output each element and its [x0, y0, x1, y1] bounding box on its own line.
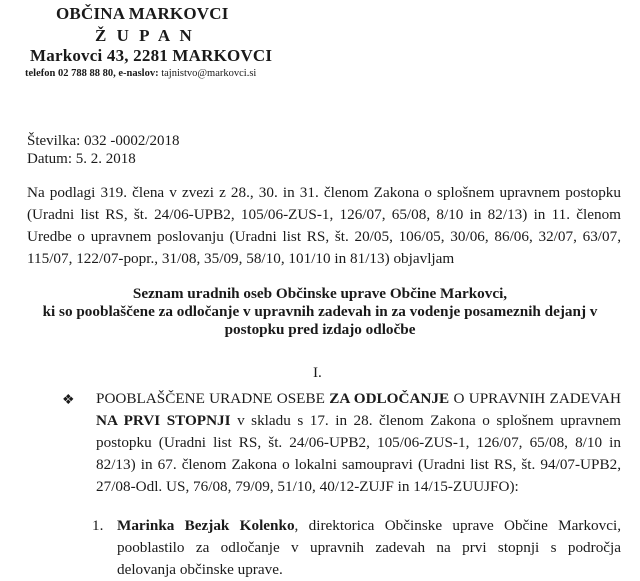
intro-line-2: (Uradni list RS, št. 24/06-UPB2, 105/06-ZUS-1, 126/07, 65/08, 8/10 in 82/13) in 11. členom — [27, 206, 621, 223]
contact-line — [25, 68, 256, 79]
list-item-text: , direktorica Občinske uprave Občine Markovci, — [294, 517, 621, 534]
section-text: O UPRAVNIH ZADEVAH — [449, 390, 621, 407]
document-number: Številka: 032 -0002/2018 — [27, 133, 180, 149]
office-title: Ž U P A N — [95, 26, 195, 45]
section-numeral: I. — [313, 364, 322, 381]
municipality-name: OBČINA MARKOVCI — [56, 4, 229, 23]
contact-phone: telefon 02 788 88 80, e-naslov: — [25, 68, 162, 79]
intro-line-4: 115/07, 122/07-popr., 31/08, 35/09, 58/10, 101/10 in 81/13) objavljam — [27, 250, 455, 267]
document-title-line-3: postopku pred izdajo odločbe — [224, 321, 416, 338]
section-line-5: 27/08-Odl. US, 76/08, 79/09, 51/10, 40/12-ZUJF in 14/15-ZUUJFO): — [96, 478, 519, 495]
list-item-line-3: delovanja občinske uprave. — [117, 561, 283, 578]
section-text: POOBLAŠČENE URADNE OSEBE — [96, 390, 330, 407]
list-item-line-1 — [117, 515, 621, 537]
list-item-line-2: pooblastilo za odločanje v upravnih zadevah na prvi stopnji s področja — [117, 539, 621, 556]
section-emphasis-decision: ZA ODLOČANJE — [329, 390, 450, 407]
section-line-3: postopku (Uradni list RS, št. 24/06-UPB2, 105/06-ZUS-1, 126/07, 65/08, 8/10 in — [96, 434, 621, 451]
document-title-line-1: Seznam uradnih oseb Občinske uprave Občine Markovci, — [132, 285, 508, 302]
list-item-number: 1. — [92, 517, 104, 534]
person-name: Marinka Bezjak Kolenko — [117, 517, 295, 534]
intro-line-3: Uredbe o upravnem poslovanju (Uradni list RS, št. 20/05, 106/05, 30/06, 86/06, 32/07, 63/07, — [27, 228, 621, 245]
contact-email: tajnistvo@markovci.si — [161, 68, 257, 79]
section-emphasis-first-instance: NA PRVI STOPNJI — [96, 412, 231, 429]
intro-line-1: Na podlagi 319. člena v zvezi z 28., 30. in 31. členom Zakona o splošnem upravnem postopku — [27, 184, 621, 201]
section-line-4: 82/13) in 67. členom Zakona o lokalni samoupravi (Uradni list RS, št. 94/07-UPB2, — [96, 456, 621, 473]
bullet-diamond-icon: ❖ — [62, 393, 75, 408]
address: Markovci 43, 2281 MARKOVCI — [30, 46, 273, 65]
section-line-2 — [96, 410, 621, 432]
section-line-1 — [96, 388, 621, 410]
section-text: v skladu s 17. in 28. členom Zakona o splošnem upravnem — [230, 412, 621, 429]
document-title-line-2: ki so pooblaščene za odločanje v upravnih zadevah in za vodenje posameznih dejanj v — [42, 303, 598, 320]
document-date: Datum: 5. 2. 2018 — [27, 151, 136, 167]
